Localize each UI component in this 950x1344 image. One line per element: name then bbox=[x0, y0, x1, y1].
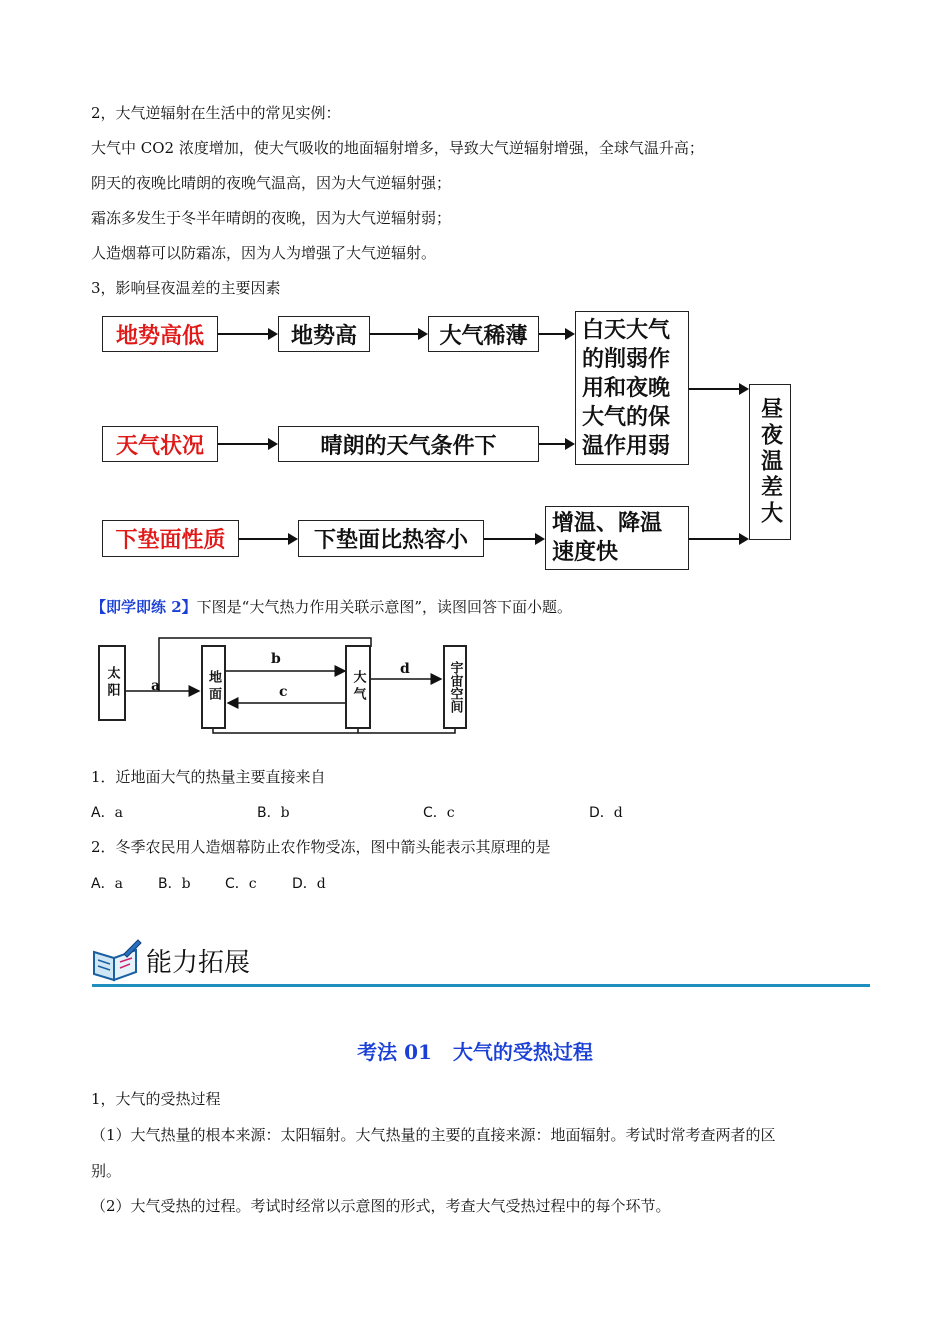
heading-3: 3，影响昼夜温差的主要因素 bbox=[91, 279, 281, 297]
arrow bbox=[218, 333, 276, 335]
text-line-3: 霜冻多发生于冬半年晴朗的夜晚，因为大气逆辐射弱； bbox=[91, 209, 452, 227]
method-heading: 1，大气的受热过程 bbox=[91, 1090, 221, 1108]
box-fast-temp-change: 增温、降温速度快 bbox=[545, 506, 689, 570]
box-weak-effect: 白天大气的削弱作用和夜晚大气的保温作用弱 bbox=[575, 311, 689, 465]
arrow bbox=[370, 333, 426, 335]
box-ground: 地面 bbox=[201, 645, 226, 729]
heat-diagram bbox=[95, 633, 470, 738]
box-clear-weather: 晴朗的天气条件下 bbox=[278, 426, 539, 462]
q1-option-b[interactable]: B．b bbox=[257, 805, 290, 821]
section-banner bbox=[90, 938, 870, 990]
arrow bbox=[218, 443, 276, 445]
arrow bbox=[239, 538, 296, 540]
label-b: b bbox=[271, 651, 281, 667]
arrow bbox=[539, 333, 573, 335]
arrow bbox=[484, 538, 543, 540]
banner-title: 能力拓展 bbox=[146, 948, 251, 978]
practice-tag: 【即学即练 2】 bbox=[91, 598, 197, 616]
label-a: a bbox=[151, 678, 161, 694]
label-d: d bbox=[400, 661, 410, 677]
text-line-4: 人造烟幕可以防霜冻，因为人为增强了大气逆辐射。 bbox=[91, 244, 437, 262]
method-para-1-cont: 别。 bbox=[91, 1162, 122, 1180]
factor-terrain: 地势高低 bbox=[102, 316, 218, 352]
q1-option-a[interactable]: A．a bbox=[91, 805, 123, 821]
heading-2: 2，大气逆辐射在生活中的常见实例： bbox=[91, 104, 341, 122]
practice-intro: 下图是“大气热力作用关联示意图”，读图回答下面小题。 bbox=[196, 598, 573, 616]
method-para-2: （2）大气受热的过程。考试时经常以示意图的形式，考查大气受热过程中的每个环节。 bbox=[91, 1197, 671, 1215]
method-title: 考法 01 大气的受热过程 bbox=[357, 1040, 593, 1064]
arrow bbox=[689, 538, 747, 540]
box-thin-air: 大气稀薄 bbox=[428, 316, 539, 352]
practice-intro-line bbox=[91, 597, 572, 617]
question-2: 2．冬季农民用人造烟幕防止农作物受冻，图中箭头能表示其原理的是 bbox=[91, 838, 551, 856]
box-sun: 太阳 bbox=[98, 645, 126, 721]
text-line-2: 阴天的夜晚比晴朗的夜晚气温高，因为大气逆辐射强； bbox=[91, 174, 452, 192]
text-line-1: 大气中 CO2 浓度增加，使大气吸收的地面辐射增多，导致大气逆辐射增强，全球气温升高； bbox=[91, 139, 704, 157]
question-1: 1．近地面大气的热量主要直接来自 bbox=[91, 768, 326, 786]
arrow bbox=[689, 388, 747, 390]
q2-option-c[interactable]: C．c bbox=[225, 876, 257, 892]
banner-rule bbox=[92, 984, 870, 987]
box-result: 昼夜温差大 bbox=[749, 384, 791, 540]
box-atmosphere: 大气 bbox=[345, 645, 371, 729]
box-space: 宇宙空间 bbox=[443, 645, 467, 729]
factor-surface: 下垫面性质 bbox=[102, 520, 239, 557]
label-c: c bbox=[279, 684, 288, 700]
q1-option-d[interactable]: D．d bbox=[589, 805, 623, 821]
notebook-icon bbox=[90, 938, 142, 982]
box-low-heat-capacity: 下垫面比热容小 bbox=[298, 520, 484, 557]
arrow bbox=[539, 443, 573, 445]
q2-option-d[interactable]: D．d bbox=[292, 876, 326, 892]
q2-option-b[interactable]: B．b bbox=[158, 876, 191, 892]
factor-weather: 天气状况 bbox=[102, 426, 218, 462]
box-high-terrain: 地势高 bbox=[278, 316, 370, 352]
method-para-1: （1）大气热量的根本来源：太阳辐射。大气热量的主要的直接来源：地面辐射。考试时常考查两者的区 bbox=[91, 1126, 776, 1144]
q2-option-a[interactable]: A．a bbox=[91, 876, 123, 892]
q1-option-c[interactable]: C．c bbox=[423, 805, 455, 821]
